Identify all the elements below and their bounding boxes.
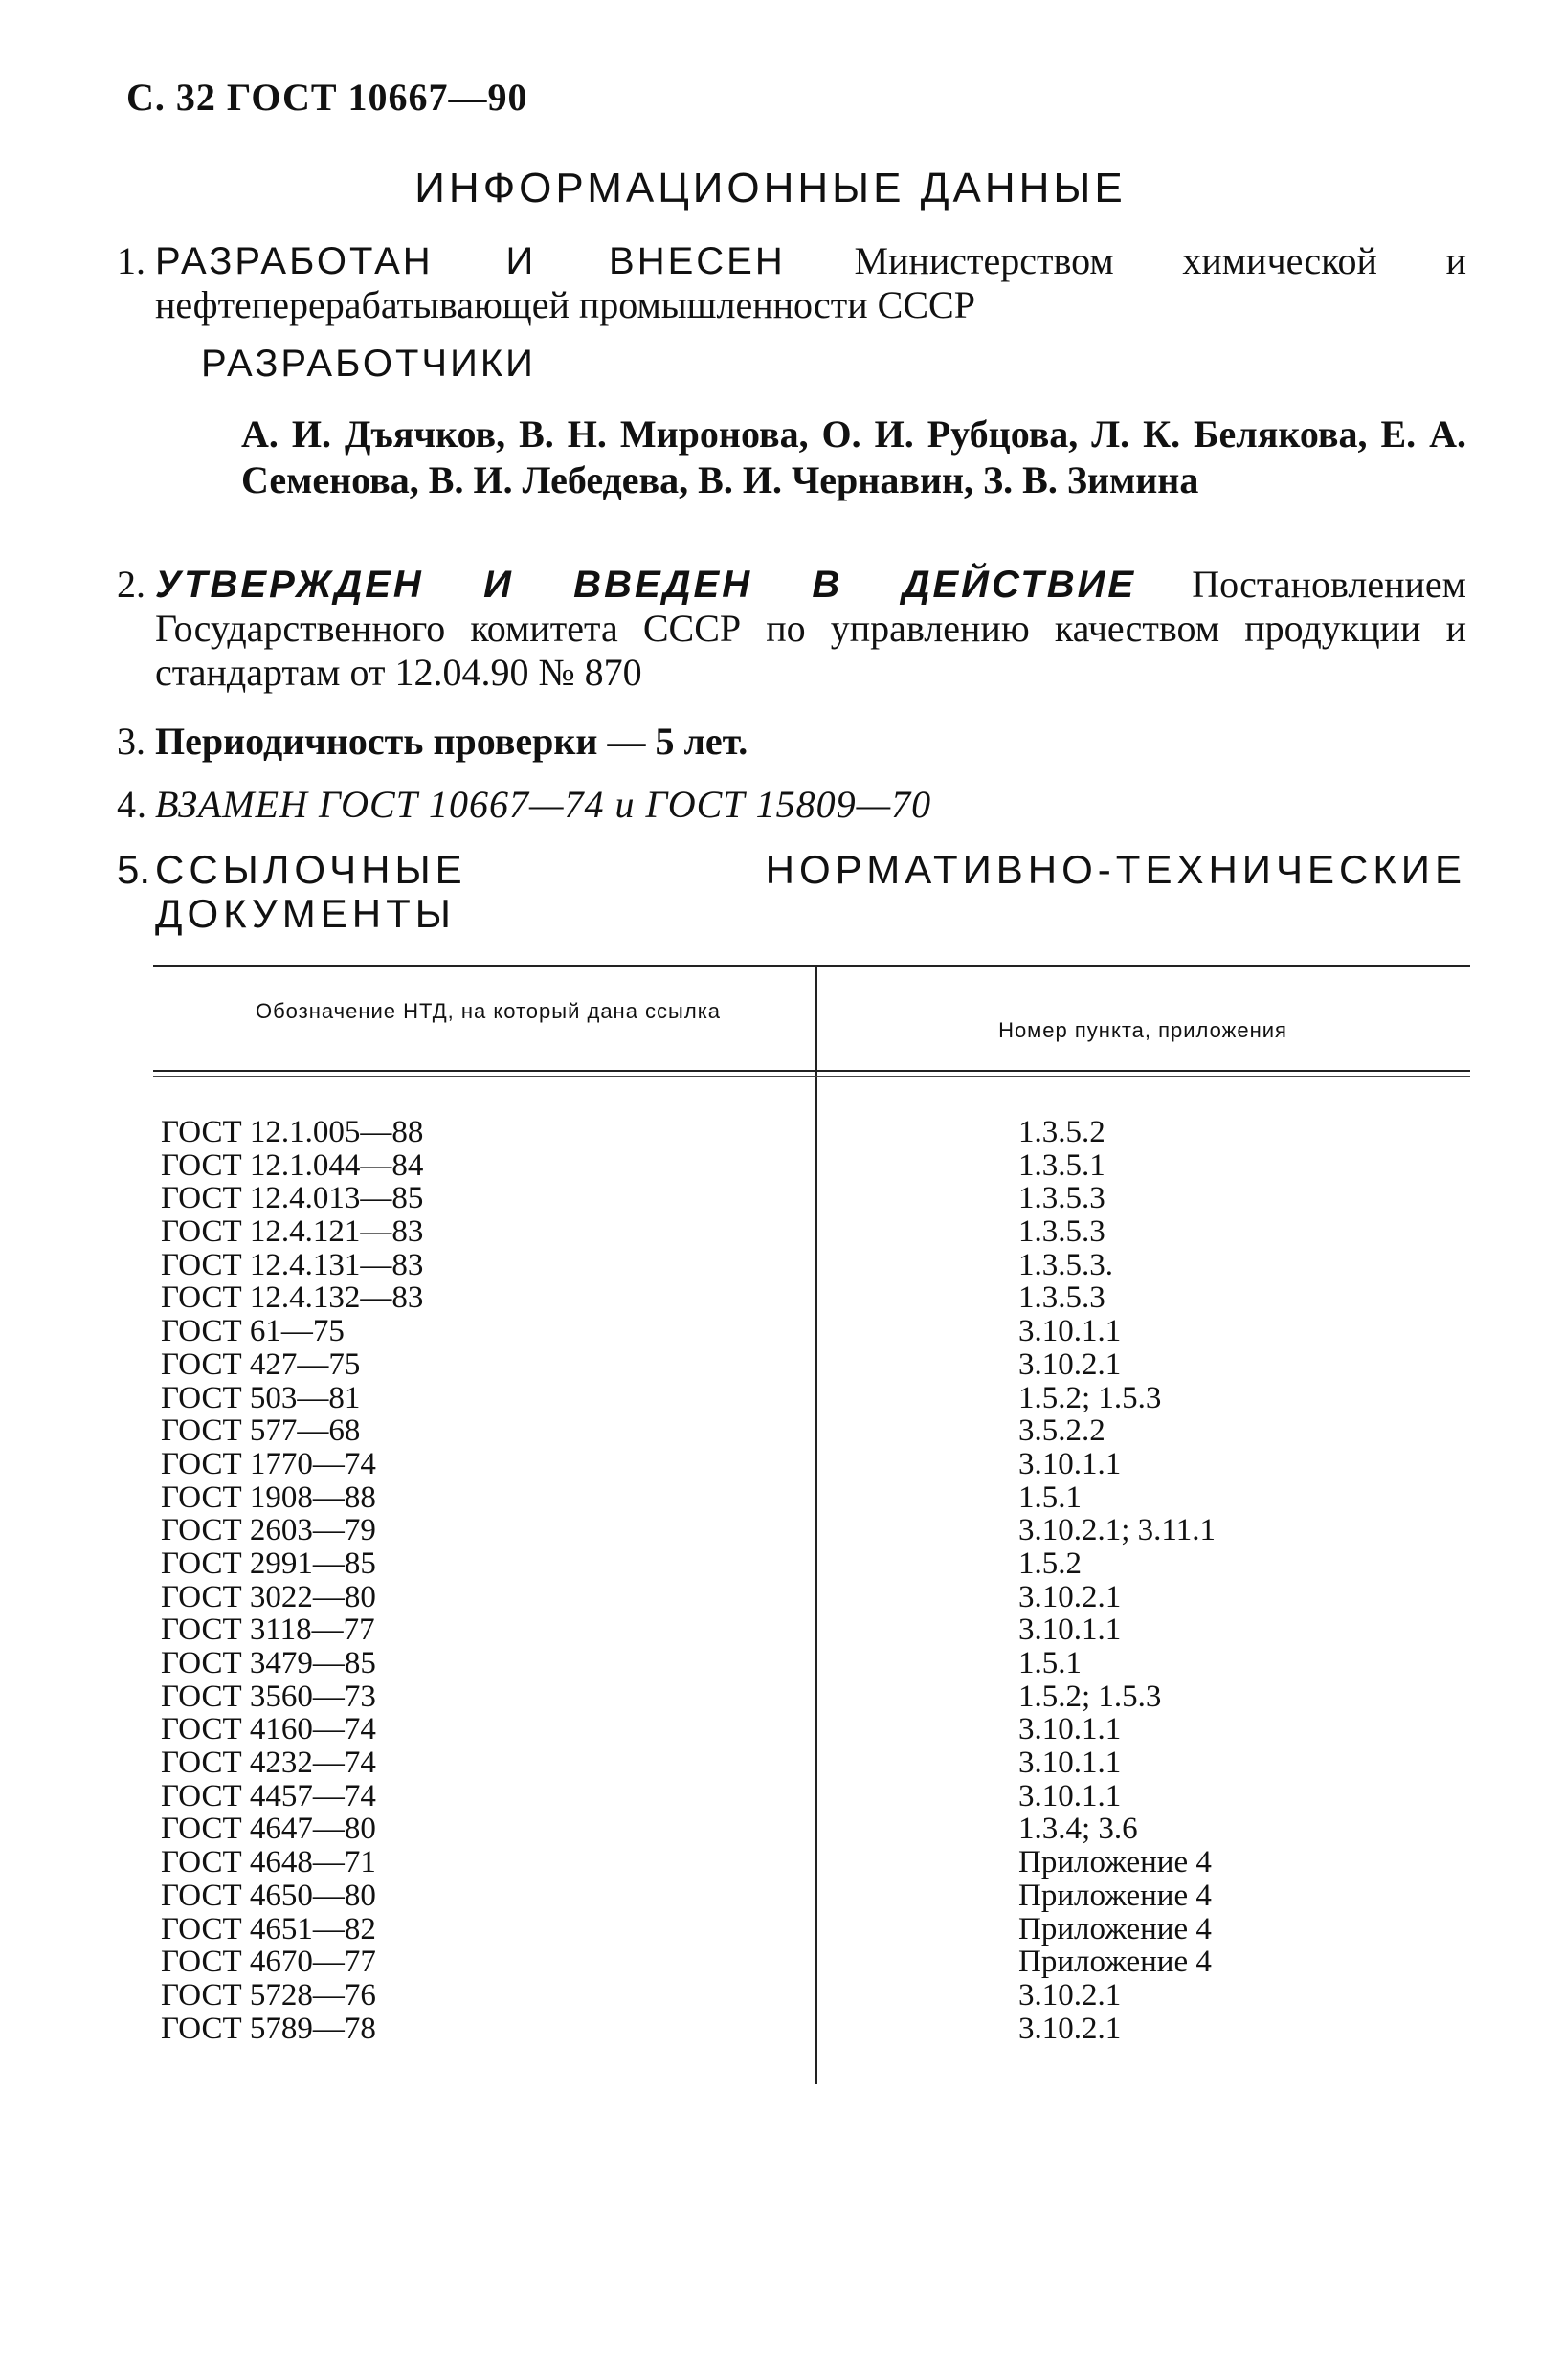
table-row	[153, 1448, 1470, 1481]
item-lead: УТВЕРЖДЕН И ВВЕДЕН В ДЕЙСТВИЕ	[155, 564, 1137, 606]
table-row	[153, 1946, 1470, 1979]
clause-number: 1.5.2; 1.5.3	[1018, 1380, 1162, 1415]
ntd-designation: ГОСТ 3560—73	[161, 1679, 376, 1714]
ntd-designation: ГОСТ 12.1.005—88	[161, 1115, 424, 1149]
item-1	[117, 239, 1466, 327]
clause-number: 3.5.2.2	[1018, 1413, 1106, 1449]
ntd-designation: ГОСТ 4232—74	[161, 1746, 376, 1781]
clause-number: 1.5.2	[1018, 1546, 1082, 1581]
ntd-designation: ГОСТ 4648—71	[161, 1845, 376, 1880]
ntd-designation: ГОСТ 4457—74	[161, 1778, 376, 1813]
clause-number: 3.10.2.1	[1018, 1977, 1122, 2013]
clause-number: Приложение 4	[1018, 1911, 1212, 1946]
table-row	[153, 1979, 1470, 2013]
table-row	[153, 1382, 1470, 1415]
ntd-designation: ГОСТ 3022—80	[161, 1579, 376, 1614]
table-row	[153, 1846, 1470, 1880]
item-lead: РАЗРАБОТАН И ВНЕСЕН	[155, 240, 786, 282]
ntd-designation: ГОСТ 2603—79	[161, 1513, 376, 1548]
table-header-rule-double	[153, 1076, 1470, 1077]
clause-number: 3.10.1.1	[1018, 1712, 1122, 1747]
item-5	[117, 847, 1466, 936]
ntd-designation: ГОСТ 427—75	[161, 1346, 361, 1382]
table-row	[153, 1647, 1470, 1680]
ntd-designation: ГОСТ 4670—77	[161, 1945, 376, 1980]
table-row	[153, 2013, 1470, 2046]
ntd-designation: ГОСТ 1908—88	[161, 1479, 376, 1515]
ntd-designation: ГОСТ 12.4.131—83	[161, 1247, 424, 1282]
clause-number: 1.3.5.1	[1018, 1147, 1106, 1183]
item-number: 1.	[117, 239, 145, 282]
clause-number: Приложение 4	[1018, 1945, 1212, 1980]
table-row	[153, 1780, 1470, 1813]
ntd-designation: ГОСТ 4160—74	[161, 1712, 376, 1747]
clause-number: 3.10.2.1; 3.11.1	[1018, 1513, 1216, 1548]
table-row	[153, 1481, 1470, 1515]
table-row	[153, 1713, 1470, 1746]
table-row	[153, 1746, 1470, 1780]
clause-number: 3.10.1.1	[1018, 1446, 1122, 1481]
clause-number: 3.10.2.1	[1018, 1346, 1122, 1382]
ntd-designation: ГОСТ 1770—74	[161, 1446, 376, 1481]
page-title: ИНФОРМАЦИОННЫЕ ДАННЫЕ	[414, 165, 1127, 211]
table-header-designation: Обозначение НТД, на который дана ссылка	[255, 999, 722, 1023]
ntd-designation: ГОСТ 5728—76	[161, 1977, 376, 2013]
clause-number: 1.3.5.3.	[1018, 1247, 1113, 1282]
ntd-designation: ГОСТ 503—81	[161, 1380, 361, 1415]
table-row	[153, 1116, 1470, 1149]
clause-number: 3.10.1.1	[1018, 1613, 1122, 1648]
table-row	[153, 1880, 1470, 1913]
table-row	[153, 1613, 1470, 1647]
clause-number: 1.5.2; 1.5.3	[1018, 1679, 1162, 1714]
item-text: ССЫЛОЧНЫЕ НОРМАТИВНО-ТЕХНИЧЕСКИЕ ДОКУМЕНТЫ	[155, 847, 1466, 936]
clause-number: 1.5.1	[1018, 1646, 1082, 1680]
table-row	[153, 1581, 1470, 1614]
table-top-rule	[153, 965, 1470, 967]
item-number: 4.	[117, 783, 147, 826]
table-row	[153, 1281, 1470, 1315]
clause-number: 3.10.1.1	[1018, 1314, 1122, 1349]
clause-number: Приложение 4	[1018, 1878, 1212, 1913]
table-row	[153, 1315, 1470, 1348]
clause-number: 1.3.5.3	[1018, 1214, 1106, 1250]
table-row	[153, 1414, 1470, 1448]
page-header: С. 32 ГОСТ 10667—90	[126, 76, 528, 119]
clause-number: 1.5.1	[1018, 1479, 1082, 1515]
table-row	[153, 1215, 1470, 1249]
table-row	[153, 1182, 1470, 1215]
item-number: 2.	[117, 563, 145, 606]
ntd-designation: ГОСТ 12.1.044—84	[161, 1147, 424, 1183]
item-text: Периодичность проверки — 5 лет.	[155, 720, 748, 763]
table-row	[153, 1348, 1470, 1382]
item-number: 3.	[117, 720, 145, 763]
ntd-designation: ГОСТ 5789—78	[161, 2011, 376, 2046]
ntd-designation: ГОСТ 4647—80	[161, 1812, 376, 1847]
ntd-designation: ГОСТ 4650—80	[161, 1878, 376, 1913]
ntd-designation: ГОСТ 3479—85	[161, 1646, 376, 1680]
clause-number: 1.3.5.3	[1018, 1280, 1106, 1316]
item-text: ВЗАМЕН ГОСТ 10667—74 и ГОСТ 15809—70	[155, 783, 932, 826]
table-row	[153, 1680, 1470, 1714]
clause-number: 3.10.1.1	[1018, 1778, 1122, 1813]
table-header-rule	[153, 1070, 1470, 1072]
table-row	[153, 1547, 1470, 1581]
clause-number: 1.3.5.3	[1018, 1181, 1106, 1216]
table-row	[153, 1913, 1470, 1946]
clause-number: 3.10.2.1	[1018, 2011, 1122, 2046]
table-body	[153, 1116, 1470, 2045]
table-row	[153, 1813, 1470, 1846]
ntd-designation: ГОСТ 577—68	[161, 1413, 361, 1449]
ntd-designation: ГОСТ 61—75	[161, 1314, 345, 1349]
ntd-designation: ГОСТ 4651—82	[161, 1911, 376, 1946]
developers-heading: РАЗРАБОТЧИКИ	[201, 343, 536, 385]
ntd-designation: ГОСТ 12.4.132—83	[161, 1280, 424, 1316]
clause-number: 3.10.1.1	[1018, 1746, 1122, 1781]
developers-list: А. И. Дъячков, В. Н. Миронова, О. И. Рубцова, Л. К. Белякова, Е. А. Семенова, В. И. Лебедева, В. И. Чернавин, З. В. Зимина	[241, 412, 1466, 501]
item-text: Постановлением Государственного комитета СССР по управлению качеством продукции и стандартам от 12.04.90 № 870	[155, 563, 1466, 694]
item-2	[117, 563, 1466, 695]
item-3	[117, 720, 1466, 764]
clause-number: 1.3.4; 3.6	[1018, 1812, 1138, 1847]
ntd-designation: ГОСТ 12.4.013—85	[161, 1181, 424, 1216]
clause-number: Приложение 4	[1018, 1845, 1212, 1880]
item-text: Министерством химической и нефтеперерабатывающей промышленности СССР	[155, 239, 1466, 326]
clause-number: 3.10.2.1	[1018, 1579, 1122, 1614]
ntd-designation: ГОСТ 2991—85	[161, 1546, 376, 1581]
item-number: 5.	[117, 847, 151, 892]
item-4	[117, 783, 1466, 827]
table-row	[153, 1249, 1470, 1282]
ntd-designation: ГОСТ 3118—77	[161, 1613, 375, 1648]
reference-table	[153, 965, 1470, 2084]
table-row	[153, 1149, 1470, 1183]
table-row	[153, 1514, 1470, 1547]
clause-number: 1.3.5.2	[1018, 1115, 1106, 1149]
table-header-clause: Номер пункта, приложения	[998, 1018, 1287, 1042]
ntd-designation: ГОСТ 12.4.121—83	[161, 1214, 424, 1250]
